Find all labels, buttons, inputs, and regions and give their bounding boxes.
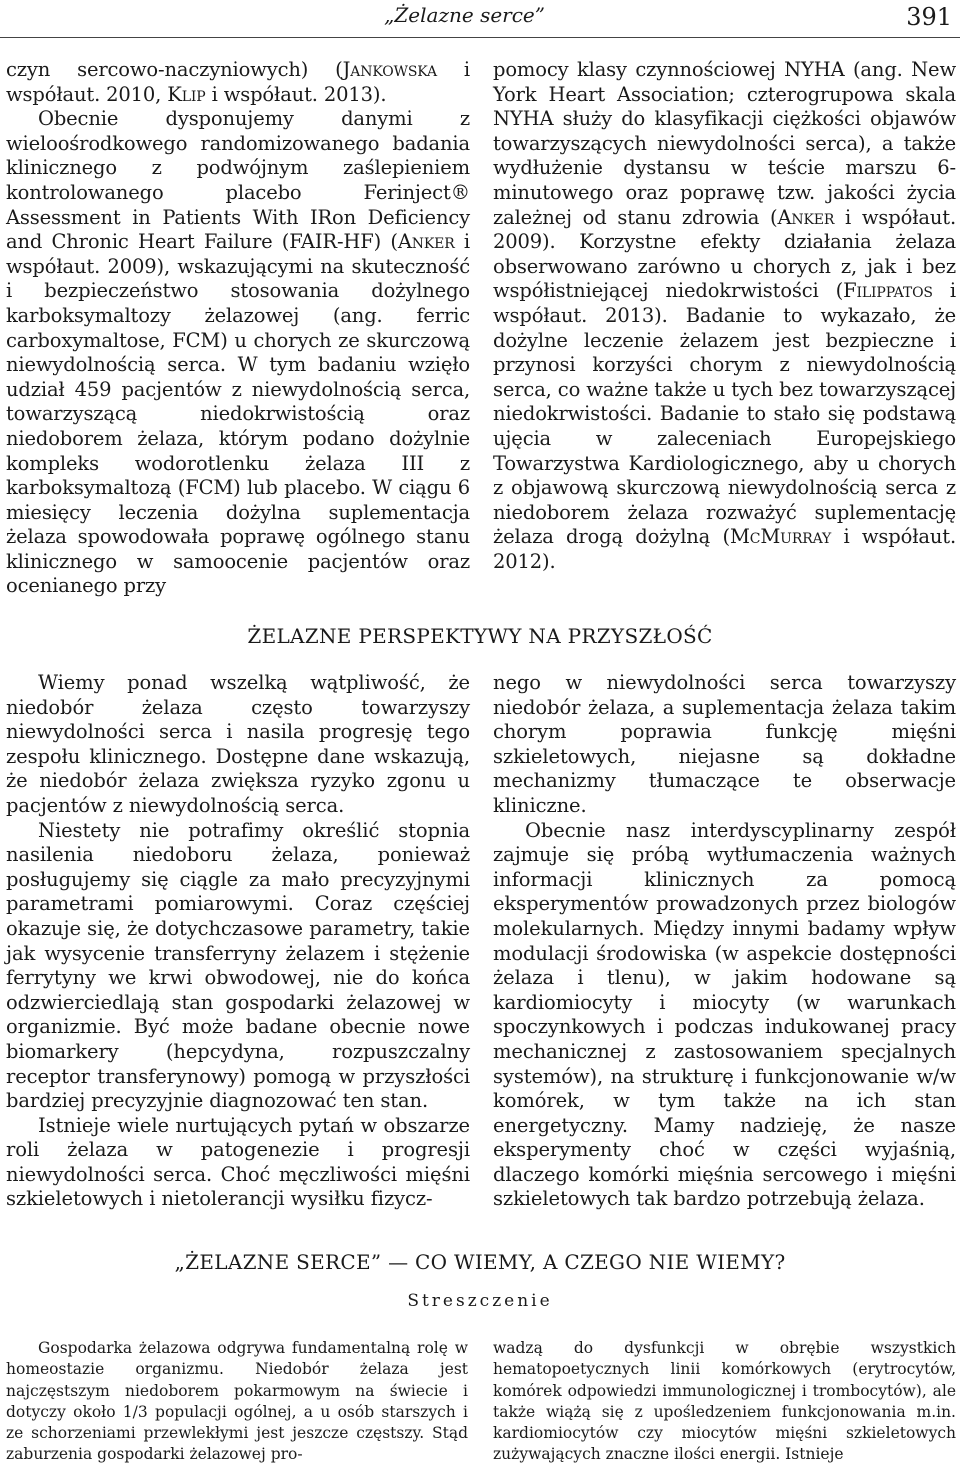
paragraph xyxy=(493,58,956,574)
page-header xyxy=(0,0,960,38)
citation-author: Filippatos xyxy=(843,279,933,303)
body-column-top-right xyxy=(493,58,956,574)
paragraph: Wiemy ponad wszelką wątpliwość, że niedobór żelaza często towarzyszy niewydolności serca i nasila progresję tego zespołu klinicznego. Dostępne dane wskazują, że niedobór żelaza zwiększa ryzyko zgonu u pacjentów z niewydolnością serca. xyxy=(6,671,470,817)
page-number: 391 xyxy=(906,3,952,31)
header-rule xyxy=(0,37,960,38)
section-heading-perspectives: ŻELAZNE PERSPEKTYWY NA PRZYSZŁOŚĆ xyxy=(247,624,713,648)
summary-title: „ŻELAZNE SERCE” — CO WIEMY, A CZEGO NIE WIEMY? xyxy=(174,1250,786,1274)
paragraph xyxy=(6,107,470,599)
text-run: pomocy klasy czynnościowej NYHA (ang. New York Heart Association; czterogrupowa skala NYHA służy do klasyfikacji ciężkości objawów towarzyszących niewydolności serca), a także wydłużenie dystansu w teście marszu 6-minutowego oraz poprawę tzw. jakości życia zależnej od stanu zdrowia ( xyxy=(493,58,956,229)
summary-column-right xyxy=(493,1338,956,1466)
body-column-bottom-right xyxy=(493,671,956,1212)
citation-author: Anker xyxy=(397,230,455,254)
summary-column-left xyxy=(6,1338,468,1466)
summary-paragraph: Gospodarka żelazowa odgrywa fundamentalną rolę w homeostazie organizmu. Niedobór żelaza jest najczęstszym niedoborem pokarmowym na świecie i dotyczy około 1/3 populacji ogólnej, a u osób starszych i ze schorzeniami przewlekłymi jest jeszcze częstszy. Stąd zaburzenia gospodarki żelazowej pro- xyxy=(6,1339,468,1464)
text-run: i współaut. 2013). xyxy=(205,82,387,106)
paragraph: Obecnie nasz interdyscyplinarny zespół zajmuje się próbą wytłumaczenia ważnych informacji klinicznych za pomocą eksperymentów prowadzonych przez biologów molekularnych. Między innymi badamy wpływ modulacji środowiska (w aspekcie dostępności żelaza i tlenu), w jakim hodowane są kardiomiocyty i miocyty (w warunkach spoczynkowych i podczas indukowanej pracy mechanicznej z zastosowaniem specjalnych systemów), na strukturę i funkcjonowanie w/w komórek, w tym także na ich stan energetyczny. Mamy nadzieję, że nasze eksperymenty choć w części wyjaśnią, dlaczego komórki mięśnia sercowego i mięśni szkieletowych tak bardzo potrzebują żelaza. xyxy=(493,818,956,1211)
paragraph: nego w niewydolności serca towarzyszy niedobór żelaza, a suplementacja żelaza takim chorym poprawia funkcję mięśni szkieletowych, niejasne są dokładne mechanizmy tłumaczące te obserwacje kliniczne. xyxy=(493,671,956,817)
body-column-top-left xyxy=(6,58,470,599)
text-run: i współaut. 2012). xyxy=(493,525,956,573)
text-run: i współaut. 2009). Korzystne efekty działania żelaza obserwowano zarówno u chorych z, jak i bez współistniejącej niedokrwistości ( xyxy=(493,205,956,303)
citation-author: Klip xyxy=(167,82,206,106)
text-run: Obecnie dysponujemy danymi z wieloośrodkowego randomizowanego badania klinicznego z podwójnym zaślepieniem kontrolowanego placebo Ferinject® Assessment in Patients With IRon Deficiency and Chronic Heart Failure (FAIR-HF) ( xyxy=(6,107,470,254)
text-run: i współaut. 2010, xyxy=(6,58,470,106)
running-title: „Żelazne serce” xyxy=(384,3,545,27)
citation-author: Jankowska xyxy=(342,58,437,81)
paragraph: Istnieje wiele nurtujących pytań w obszarze roli żelaza w patogenezie i progresji niewydolności serca. Choć męczliwości mięśni szkieletowych i nietolerancji wysiłku fizycz- xyxy=(6,1113,470,1211)
paragraph: Niestety nie potrafimy określić stopnia nasilenia niedoboru żelaza, ponieważ posługujemy się ciągle za mało precyzyjnymi parametrami pomiarowymi. Coraz częściej okazuje się, że dotychczasowe parametry, takie jak wysycenie transferryny żelazem i stężenie ferrytyny we krwi obwodowej, nie do końca odzwierciedlają stan gospodarki żelazowej w organizmie. Być może badane obecnie nowe biomarkery (hepcydyna, rozpuszczalny receptor transferynowy) pomogą w przyszłości bardziej precyzyjnie diagnozować ten stan. xyxy=(6,818,470,1113)
text-run: i współaut. 2013). Badanie to wykazało, że dożylne leczenie żelazem jest bezpieczne i przynosi korzyści chorym z niewydolnością serca, co ważne także u tych bez towarzyszącej niedokrwistości. Badanie to stało się podstawą ujęcia w zaleceniach Europejskiego Towarzystwa Kardiologicznego, aby u chorych z objawową skurczową niewydolnością serca z niedoborem żelaza rozważyć suplementację żelaza drogą dożylną ( xyxy=(493,279,956,549)
summary-label: Streszczenie xyxy=(407,1291,553,1311)
text-run: i współaut. 2009), wskazującymi na skuteczność i bezpieczeństwo stosowania dożylnego karboksymaltozy żelazowej (ang. ferric carboxymaltose, FCM) u chorych ze skurczową niewydolnością serca. W tym badaniu wzięło udział 459 pacjentów z niewydolnością serca, towarzyszącą niedokrwistością oraz niedoborem żelaza, którym podano dożylnie kompleks wodorotlenku żelaza III z karboksymaltozą (FCM) lub placebo. W ciągu 6 miesięcy leczenia dożylna suplementacja żelaza spowodowała poprawę ogólnego stanu klinicznego w samoocenie pacjentów oraz ocenianego przy xyxy=(6,230,471,598)
body-column-bottom-left xyxy=(6,671,470,1212)
text-run: czyn sercowo-naczyniowych) ( xyxy=(6,58,343,81)
paragraph xyxy=(6,58,470,107)
citation-author: Anker xyxy=(777,205,835,229)
summary-paragraph: wadzą do dysfunkcji w obrębie wszystkich hematopoetycznych linii komórkowych (erytrocytów, komórek odpowiedzi immunologicznej i trombocytów), ale także wiążą się z upośledzeniem funkcjonowania m.in. kardiomiocytów czy miocytów mięśni szkieletowych zużywających znaczne ilości energii. Istnieje xyxy=(493,1339,956,1464)
citation-author: McMurray xyxy=(729,525,832,549)
